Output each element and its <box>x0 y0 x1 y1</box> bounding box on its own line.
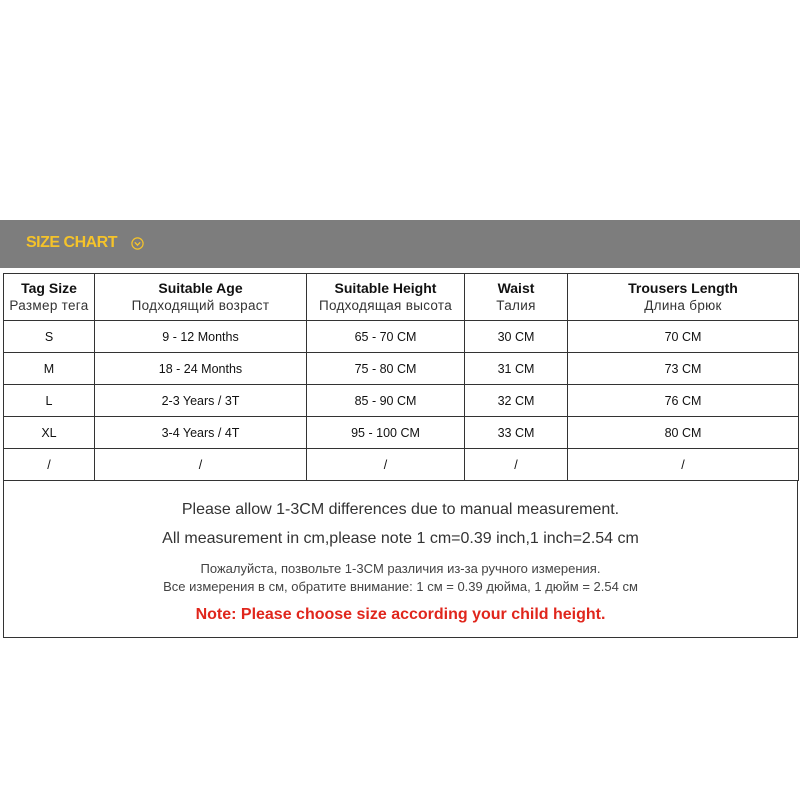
cell-tag-size: / <box>4 449 95 481</box>
header-suitable-height <box>307 274 465 321</box>
cell-age: 18 - 24 Months <box>95 353 307 385</box>
table-header-row <box>4 274 799 321</box>
cell-height: 85 - 90 CM <box>307 385 465 417</box>
cell-height: 75 - 80 CM <box>307 353 465 385</box>
size-table <box>3 273 799 481</box>
table-row <box>4 321 799 353</box>
cell-age: 3-4 Years / 4T <box>95 417 307 449</box>
header-label-ru: Длина брюк <box>644 298 722 313</box>
cell-trousers-length: 73 CM <box>568 353 799 385</box>
header-label: Suitable Height <box>334 280 437 296</box>
cell-age: / <box>95 449 307 481</box>
chevron-down-circle-icon <box>131 237 144 250</box>
note-unit-conversion-ru: Все измерения в см, обратите внимание: 1 см = 0.39 дюйма, 1 дюйм = 2.54 см <box>163 579 638 594</box>
cell-height: 95 - 100 CM <box>307 417 465 449</box>
header-tag-size <box>4 274 95 321</box>
table-row <box>4 449 799 481</box>
header-label-ru: Размер тега <box>9 298 89 313</box>
note-choose-size: Note: Please choose size according your child height. <box>195 606 606 623</box>
header-waist <box>465 274 568 321</box>
cell-tag-size: L <box>4 385 95 417</box>
cell-waist: 30 CM <box>465 321 568 353</box>
cell-waist: 32 CM <box>465 385 568 417</box>
cell-trousers-length: 80 CM <box>568 417 799 449</box>
header-label-ru: Подходящий возраст <box>131 298 270 313</box>
cell-trousers-length: / <box>568 449 799 481</box>
header-trousers-length <box>568 274 799 321</box>
size-chart-banner <box>0 220 800 268</box>
note-measurement-tolerance-ru: Пожалуйста, позвольте 1-3CM различия из-за ручного измерения. <box>200 561 601 576</box>
cell-waist: / <box>465 449 568 481</box>
cell-age: 9 - 12 Months <box>95 321 307 353</box>
size-chart-title: SIZE CHART <box>26 234 117 251</box>
table-row <box>4 417 799 449</box>
table-row <box>4 353 799 385</box>
cell-tag-size: S <box>4 321 95 353</box>
header-label: Waist <box>497 280 535 296</box>
cell-waist: 33 CM <box>465 417 568 449</box>
cell-trousers-length: 76 CM <box>568 385 799 417</box>
note-unit-conversion: All measurement in cm,please note 1 cm=0.39 inch,1 inch=2.54 cm <box>162 530 639 547</box>
header-label: Tag Size <box>21 280 77 296</box>
cell-tag-size: M <box>4 353 95 385</box>
measurement-notes <box>3 480 798 638</box>
header-label-ru: Подходящая высота <box>318 298 453 313</box>
header-label: Suitable Age <box>158 280 243 296</box>
header-label: Trousers Length <box>628 280 738 296</box>
cell-waist: 31 CM <box>465 353 568 385</box>
cell-trousers-length: 70 CM <box>568 321 799 353</box>
note-measurement-tolerance: Please allow 1-3CM differences due to manual measurement. <box>181 501 620 518</box>
cell-tag-size: XL <box>4 417 95 449</box>
cell-height: 65 - 70 CM <box>307 321 465 353</box>
header-label-ru: Талия <box>496 298 536 313</box>
header-suitable-age <box>95 274 307 321</box>
cell-height: / <box>307 449 465 481</box>
table-row <box>4 385 799 417</box>
cell-age: 2-3 Years / 3T <box>95 385 307 417</box>
